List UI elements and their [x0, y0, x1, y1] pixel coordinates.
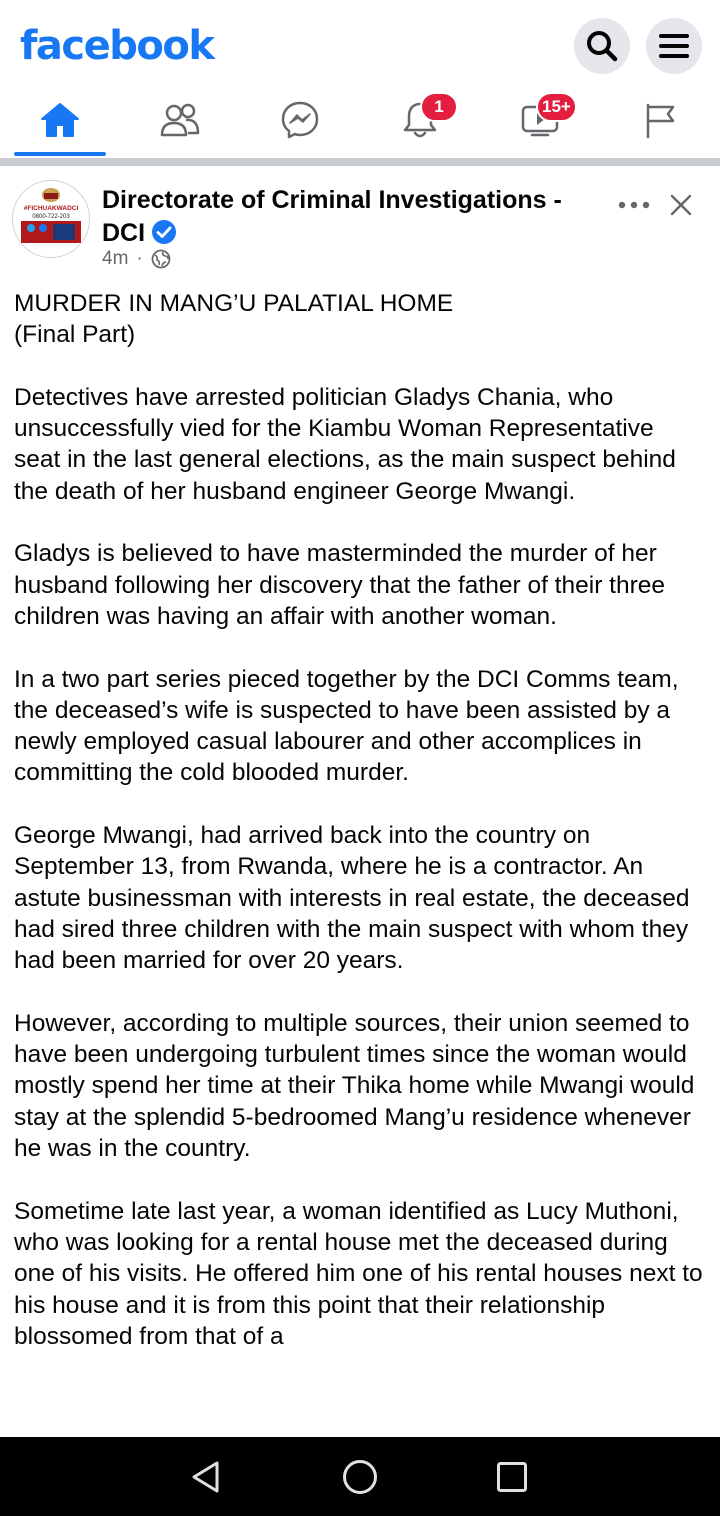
post-paragraph: George Mwangi, had arrived back into the country on September 13, from Rwanda, where he is a contractor. An astute businessman with interests in real estate, the deceased had sired three children with the main suspect with whom they had been married for over 20 years.: [14, 822, 690, 975]
post-header: [0, 166, 720, 286]
verified-badge-icon: [151, 219, 177, 245]
menu-button[interactable]: [646, 18, 702, 74]
nav-recents-button[interactable]: [488, 1453, 536, 1501]
app-header: [0, 0, 720, 92]
system-nav-bar: [0, 1437, 720, 1516]
tab-pages[interactable]: [600, 84, 720, 156]
home-circle-icon: [341, 1458, 379, 1496]
facebook-logo[interactable]: facebook: [20, 23, 214, 69]
svg-text:0800-722-203: 0800-722-203: [32, 214, 70, 220]
hide-post-button[interactable]: [664, 188, 698, 222]
tab-watch[interactable]: [480, 84, 600, 156]
post-paragraph: However, according to multiple sources, their union seemed to have been undergoing turbulent times since the woman would mostly spend her time at their Thika home while Mwangi would stay at the splendid 5-bedroomed Mang’u residence whenever he was in the country.: [14, 1009, 695, 1163]
globe-icon: [151, 249, 171, 269]
close-icon: [670, 194, 692, 216]
main-tabs: [0, 84, 720, 156]
nav-home-button[interactable]: [336, 1453, 384, 1501]
hamburger-menu-icon: [658, 32, 690, 60]
tab-messenger[interactable]: [240, 84, 360, 156]
post-paragraph: Sometime late last year, a woman identified as Lucy Muthoni, who was looking for a rental house met the deceased during one of his visits. He offered him one of his rental houses next to his house and it is from this point that their relationship blossomed from that of a: [14, 1197, 703, 1350]
more-dots-icon: [618, 201, 650, 209]
svg-text:#FICHUAKWADCI: #FICHUAKWADCI: [23, 205, 79, 212]
post-text: [14, 288, 706, 1436]
post-paragraph: MURDER IN MANG’U PALATIAL HOME (Final Part): [14, 290, 454, 349]
post-meta: [102, 248, 171, 270]
feed-separator: [0, 158, 720, 166]
tab-notifications[interactable]: [360, 84, 480, 156]
messenger-icon: [280, 100, 320, 140]
back-triangle-icon: [189, 1459, 223, 1495]
nav-back-button[interactable]: [182, 1453, 230, 1501]
recents-square-icon: [495, 1460, 529, 1494]
search-button[interactable]: [574, 18, 630, 74]
page-avatar[interactable]: [12, 180, 90, 258]
home-icon: [40, 101, 80, 139]
tab-home[interactable]: [0, 84, 120, 156]
notifications-badge: 1: [420, 92, 458, 122]
flag-icon: [642, 101, 678, 139]
post-options-button[interactable]: [614, 190, 654, 220]
post-paragraph: In a two part series pieced together by the DCI Comms team, the deceased’s wife is suspected to have been assisted by a newly employed casual labourer and other accomplices in committing the cold blooded murder.: [14, 665, 679, 787]
page-name[interactable]: [102, 184, 592, 250]
search-icon: [585, 29, 619, 63]
post-paragraph: Detectives have arrested politician Gladys Chania, who unsuccessfully vied for the Kiambu Woman Representative seat in the last general elections, as the main suspect behind the death of her husband engineer George Mwangi.: [14, 383, 676, 505]
meta-dot: ·: [136, 248, 143, 269]
post-time[interactable]: 4m: [102, 248, 129, 269]
post-paragraph: Gladys is believed to have masterminded the murder of her husband following her discovery that the father of their three children was having an affair with another woman.: [14, 540, 665, 630]
dci-logo: [13, 181, 89, 257]
watch-badge: 15+: [536, 92, 577, 122]
tab-friends[interactable]: [120, 84, 240, 156]
friends-icon: [159, 102, 201, 138]
active-tab-indicator: [14, 152, 106, 156]
page-name-text[interactable]: Directorate of Criminal Investigations - DCI: [102, 186, 562, 247]
